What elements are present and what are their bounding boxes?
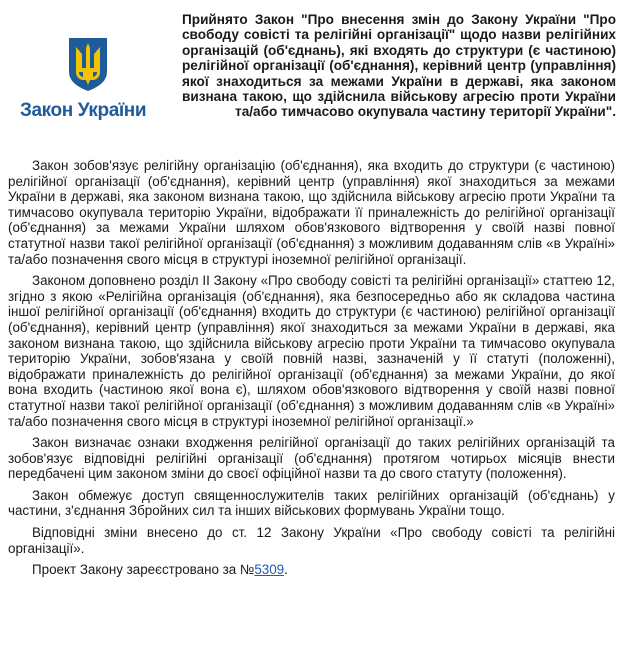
paragraph: Закон визначає ознаки входження релігійної організації до таких релігійних організацій та зобов'язує відповідні релігійні організації (об'єднання) протягом чотирьох місяців внести передбачені цим законом зміни до своєї офіційної назви та до свого статуту (положення). (8, 435, 615, 482)
paragraph: Закон зобов'язує релігійну організацію (об'єднання), яка входить до структури (є частиною) релігійної організації (об'єднання), керівний центр (управління) якої знаходиться за межами України в державі, яка законом визнана такою, що здійснила військову агресію проти України та тимчасово окупувала територію України, відображати її приналежність до релігійної організації (об'єднання) за межами України шляхом обов'язкового відтворення у своїй назві повної статутної назви такої релігійної організації (об'єднання) з можливим додаванням слів «в Україні» та/або позначення свого місця в структурі іноземної релігійної організації. (8, 158, 615, 267)
article-body (8, 158, 615, 583)
bill-number-link[interactable]: 5309 (254, 562, 285, 578)
article-header (8, 0, 616, 156)
zakon-ukrainy-logo (20, 34, 172, 124)
registration-prefix: Проект Закону зареєстровано за № (32, 562, 255, 578)
registration-suffix: . (284, 562, 288, 578)
paragraph: Закон обмежує доступ священнослужителів таких релігійних організацій (об'єднань) у частини, з'єднання Збройних сил та інших військових формувань України тощо. (8, 487, 615, 519)
headline: Прийнято Закон "Про внесення змін до Закону України "Про свободу совісті та релігійні організації" щодо назви релігійних організацій (об'єднань), які входять до структури (є частиною) релігійної організації (об'єднання), керівний центр (управління) якої знаходиться за межами України в державі, яка законом визнана такою, що здійснила військову агресію проти України та/або тимчасово окупувала частину території України". (182, 12, 616, 120)
paragraph: Відповідні зміни внесено до ст. 12 Закону України «Про свободу совісті та релігійні організації». (8, 525, 615, 556)
paragraph: Законом доповнено розділ ІІ Закону «Про свободу совісті та релігійні організації» статтею 12, згідно з якою «Релігійна організація (об'єднання), яка безпосередньо або як складова частина іншої релігійної організації (об'єднання) входить до структури (є частиною) релігійної організації (об'єднання), керівний центр (управління) якої знаходиться за межами України в державі, яка законом визнана такою, що здійснила військову агресію проти України та тимчасово окупувала територію України, зобов'язана у своїй повній назві, зазначеній у її статуті (положенні), відображати приналежність до релігійної організації (об'єднання) за межами України, до якої вона входить (частиною якої вона є), шляхом обов'язкового відтворення у своїй назві повної статутної назви такої релігійної організації (об'єднання) з можливим додаванням слів «в Україні» та/або позначення свого місця в структурі іноземної релігійної організації.» (8, 273, 615, 429)
registration-line (8, 562, 615, 578)
trident-icon (66, 34, 110, 92)
logo-text: Закон України (20, 100, 147, 121)
